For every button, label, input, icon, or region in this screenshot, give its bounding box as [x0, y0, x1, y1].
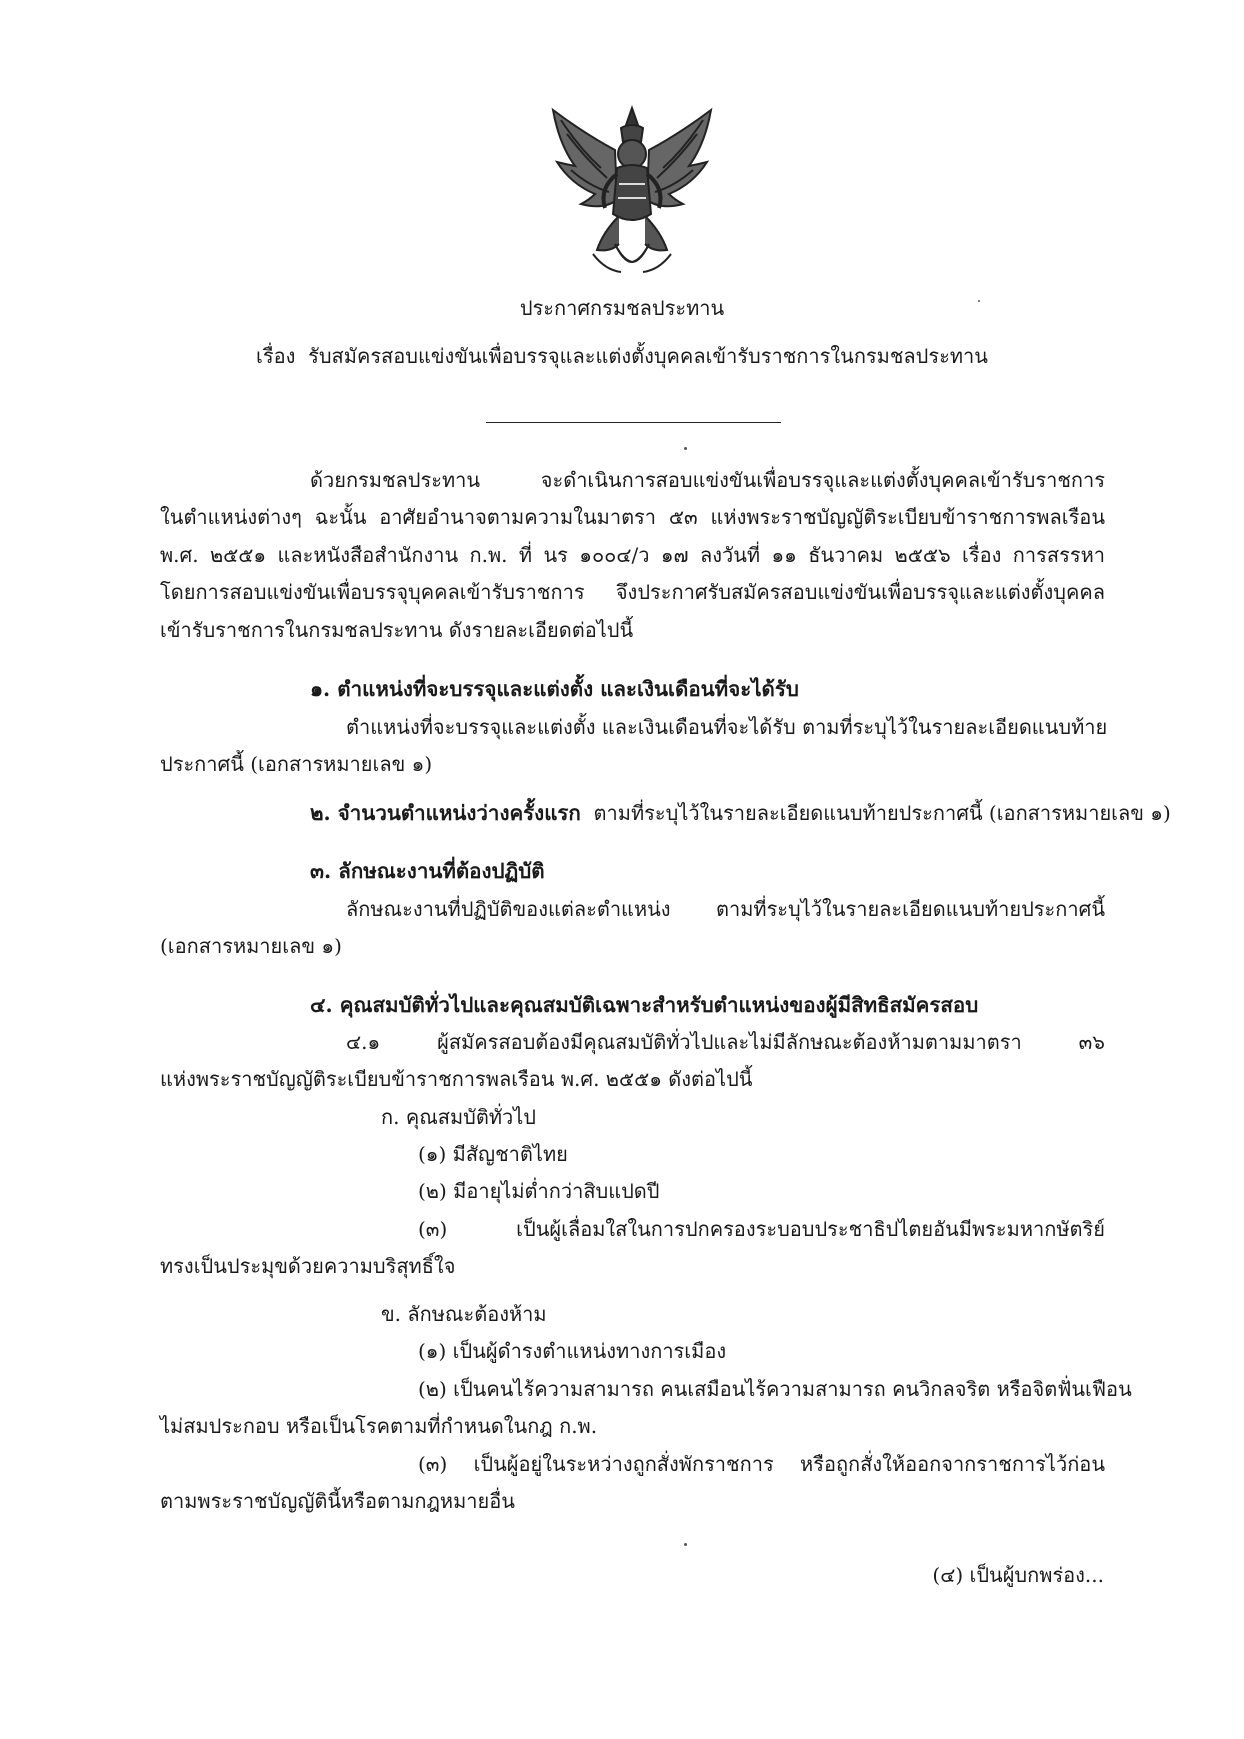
general-item: (๒) มีอายุไม่ต่ำกว่าสิบแปดปี [418, 1179, 660, 1203]
prohibited-item-continued: ตามพระราชบัญญัตินี้หรือตามกฎหมายอื่น [160, 1489, 515, 1513]
prohibited-item: (๒) เป็นคนไร้ความสามารถ คนเสมือนไร้ความสามารถ คนวิกลจริต หรือจิตฟั่นเฟือน [418, 1377, 1132, 1401]
general-item: (๑) มีสัญชาติไทย [418, 1142, 568, 1166]
section-3-line: (เอกสารหมายเลข ๑) [160, 934, 342, 958]
subject-label: เรื่อง [256, 344, 296, 368]
general-item: (๓) เป็นผู้เลื่อมใสในการปกครองระบอบประชาธิปไตยอันมีพระมหากษัตริย์ [418, 1217, 1105, 1241]
section-4-heading: ๔. คุณสมบัติทั่วไปและคุณสมบัติเฉพาะสำหรับตำแหน่งของผู้มีสิทธิสมัครสอบ [310, 993, 979, 1017]
scan-speck [978, 300, 980, 302]
prohibited-item: (๓) เป็นผู้อยู่ในระหว่างถูกสั่งพักราชการ หรือถูกสั่งให้ออกจากราชการไว้ก่อน [418, 1452, 1105, 1476]
intro-line: ในตำแหน่งต่างๆ ฉะนั้น อาศัยอำนาจตามความในมาตรา ๕๓ แห่งพระราชบัญญัติระเบียบข้าราชการพลเรือน [160, 505, 1105, 529]
title-divider [486, 422, 781, 423]
section-2-heading: ๒. จำนวนตำแหน่งว่างครั้งแรก [310, 801, 581, 825]
intro-line: ด้วยกรมชลประทาน จะดำเนินการสอบแข่งขันเพื่อบรรจุและแต่งตั้งบุคคลเข้ารับราชการ [310, 468, 1105, 492]
section-1-line: ตำแหน่งที่จะบรรจุและแต่งตั้ง และเงินเดือนที่จะได้รับ ตามที่ระบุไว้ในรายละเอียดแนบท้าย [346, 715, 1108, 739]
general-qualifications-heading: ก. คุณสมบัติทั่วไป [381, 1105, 536, 1129]
continuation-note: (๔) เป็นผู้บกพร่อง... [932, 1563, 1104, 1587]
prohibited-heading: ข. ลักษณะต้องห้าม [381, 1302, 547, 1326]
general-item-continued: ทรงเป็นประมุขด้วยความบริสุทธิ์ใจ [160, 1254, 456, 1278]
intro-line: เข้ารับราชการในกรมชลประทาน ดังรายละเอียดต่อไปนี้ [160, 618, 634, 642]
prohibited-item-continued: ไม่สมประกอบ หรือเป็นโรคตามที่กำหนดในกฎ ก.พ. [160, 1414, 598, 1438]
subject-text: รับสมัครสอบแข่งขันเพื่อบรรจุและแต่งตั้งบุคคลเข้ารับราชการในกรมชลประทาน [308, 344, 988, 368]
section-2 [310, 800, 1171, 826]
section-1-line: ประกาศนี้ (เอกสารหมายเลข ๑) [160, 752, 433, 776]
prohibited-item: (๑) เป็นผู้ดำรงตำแหน่งทางการเมือง [418, 1339, 727, 1363]
garuda-emblem-icon [545, 104, 720, 282]
section-2-text: ตามที่ระบุไว้ในรายละเอียดแนบท้ายประกาศนี้ (เอกสารหมายเลข ๑) [593, 801, 1171, 825]
scan-speck [684, 447, 687, 450]
section-3-heading: ๓. ลักษณะงานที่ต้องปฏิบัติ [310, 859, 545, 883]
announcement-title: ประกาศกรมชลประทาน [519, 296, 725, 320]
section-1-heading: ๑. ตำแหน่งที่จะบรรจุและแต่งตั้ง และเงินเดือนที่จะได้รับ [310, 677, 799, 701]
intro-line: พ.ศ. ๒๕๕๑ และหนังสือสำนักงาน ก.พ. ที่ นร ๑๐๐๔/ว ๑๗ ลงวันที่ ๑๑ ธันวาคม ๒๕๕๖ เรื่อง การสรรหา [160, 543, 1105, 567]
section-3-line: ลักษณะงานที่ปฏิบัติของแต่ละตำแหน่ง ตามที่ระบุไว้ในรายละเอียดแนบท้ายประกาศนี้ [346, 897, 1105, 921]
scan-speck [684, 1543, 687, 1546]
section-4-line: แห่งพระราชบัญญัติระเบียบข้าราชการพลเรือน พ.ศ. ๒๕๕๑ ดังต่อไปนี้ [160, 1067, 753, 1091]
announcement-subject [0, 343, 1244, 369]
section-4-line: ๔.๑ ผู้สมัครสอบต้องมีคุณสมบัติทั่วไปและไม่มีลักษณะต้องห้ามตามมาตรา ๓๖ [346, 1030, 1105, 1054]
intro-line: โดยการสอบแข่งขันเพื่อบรรจุบุคคลเข้ารับราชการ จึงประกาศรับสมัครสอบแข่งขันเพื่อบรรจุและแต่งตั้งบุคคล [160, 580, 1105, 604]
